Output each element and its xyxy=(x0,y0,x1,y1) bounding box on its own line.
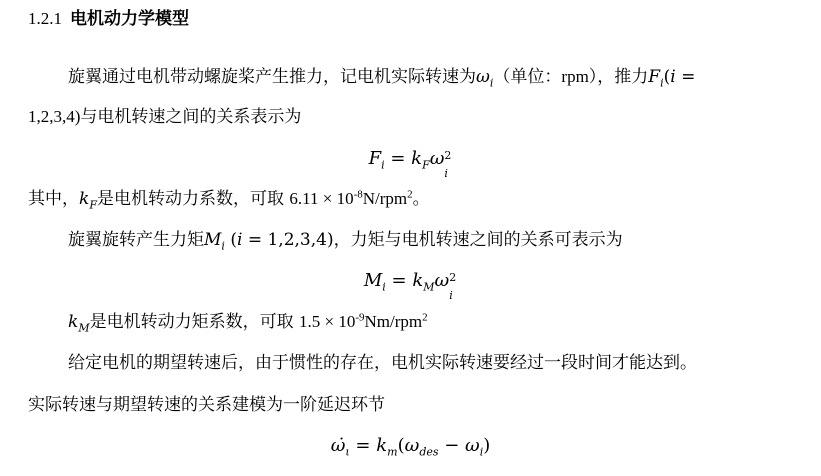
eq1-omega: ω xyxy=(429,148,445,169)
moment-coef-exp: -9 xyxy=(355,311,365,324)
equation-thrust: $F_i = k_F\omega$ 2 i xyxy=(368,148,452,180)
eq1-equals: = xyxy=(384,148,412,169)
para5-line2-text: 实际转速与期望转速的关系建模为一阶延迟环节 xyxy=(28,395,385,415)
para2-end: 。 xyxy=(412,189,430,209)
eq2-k-sub: M xyxy=(423,280,435,294)
index-variable: i xyxy=(670,67,676,87)
eq3-k-sub: m xyxy=(387,445,398,459)
equals-sign: = xyxy=(675,67,696,87)
para4-text: 是电机转动力矩系数，可取 xyxy=(89,312,299,332)
moment-subscript: i xyxy=(221,239,225,253)
eq3-omega-desired: ω xyxy=(404,435,420,456)
paragraph-1-line-1 xyxy=(68,66,695,88)
index-range: 1,2,3,4) xyxy=(28,107,81,126)
paragraph-4 xyxy=(68,311,428,333)
eq1-lhs: F xyxy=(368,148,382,169)
moment-coef-unit: Nm/rpm xyxy=(364,312,423,331)
omega-subscript: i xyxy=(489,76,494,90)
moment-symbol: M xyxy=(204,230,222,250)
eq3-k: k xyxy=(376,435,388,456)
eq3-equals: = xyxy=(349,435,377,456)
eq2-lhs-sub: i xyxy=(382,280,386,294)
paragraph-5-line-2 xyxy=(28,394,385,416)
moment-coef-unit-sup: 2 xyxy=(422,311,428,324)
force-subscript: i xyxy=(660,76,664,90)
thrust-coef-unit: N/rpm xyxy=(362,189,408,208)
para5-line1-text: 给定电机的期望转速后，由于惯性的存在，电机实际转速要经过一段时间才能达到。 xyxy=(68,353,697,373)
para1-line2-text: 与电机转速之间的关系表示为 xyxy=(80,107,302,127)
thrust-coef-unit-sup: 2 xyxy=(407,188,413,201)
section-title: 电机动力学模型 xyxy=(70,9,189,29)
eq1-k: k xyxy=(411,148,423,169)
para3-text-a: 旋翼旋转产生力矩 xyxy=(68,230,204,250)
eq3-lhs: ω̇ xyxy=(330,435,346,456)
paren-open: ( xyxy=(663,67,671,87)
paragraph-3 xyxy=(68,229,623,251)
eq1-k-sub: F xyxy=(422,158,430,172)
eq3-paren-open: ( xyxy=(397,435,405,456)
thrust-coef-sub: F xyxy=(89,198,97,212)
moment-coef-sub: M xyxy=(78,321,90,335)
para1-text-c: ），推力 xyxy=(588,67,649,87)
section-number: 1.2.1 xyxy=(28,9,62,28)
unit-rpm: rpm xyxy=(561,67,589,86)
eq3-omega-actual-sub: i xyxy=(479,445,484,459)
para2-text: 是电机转动力系数，可取 xyxy=(96,189,290,209)
eq2-lhs: M xyxy=(363,270,383,291)
paragraph-2 xyxy=(28,188,430,210)
eq3-omega-actual: ω xyxy=(465,435,480,456)
para3-cond-open: ( xyxy=(224,230,237,250)
para2-prefix: 其中， xyxy=(28,189,79,209)
para3-index-variable: i xyxy=(237,230,243,250)
eq3-omega-desired-sub: des xyxy=(419,445,439,459)
para1-text-a: 旋翼通过电机带动螺旋桨产生推力，记电机实际转速为 xyxy=(68,67,476,87)
para3-cond-range: = 1,2,3,4) xyxy=(242,230,334,250)
thrust-coef-value: 6.11 × 10 xyxy=(289,189,354,208)
thrust-coef-exp: -8 xyxy=(353,188,363,201)
eq2-omega: ω xyxy=(434,270,450,291)
moment-coef-value: 1.5 × 10 xyxy=(298,312,356,331)
moment-coef-symbol: k xyxy=(68,312,79,332)
eq1-lhs-sub: i xyxy=(381,158,385,172)
paragraph-5-line-1 xyxy=(68,352,697,374)
paragraph-1-line-2 xyxy=(28,106,301,128)
thrust-coef-symbol: k xyxy=(79,189,90,209)
para1-text-b: （单位： xyxy=(493,67,562,87)
eq3-lhs-sub: ι xyxy=(345,445,350,459)
eq2-k: k xyxy=(412,270,424,291)
section-heading xyxy=(28,8,189,30)
omega-symbol: ω xyxy=(476,67,490,87)
eq2-equals: = xyxy=(385,270,413,291)
para3-text-b: ，力矩与电机转速之间的关系可表示为 xyxy=(333,230,623,250)
eq3-paren-close: ) xyxy=(483,435,491,456)
equation-first-order-delay xyxy=(0,435,821,457)
equation-moment: $M_i = k_M\omega$ 2 i xyxy=(363,270,457,302)
force-symbol: F xyxy=(648,67,661,87)
eq3-minus: − xyxy=(438,435,466,456)
